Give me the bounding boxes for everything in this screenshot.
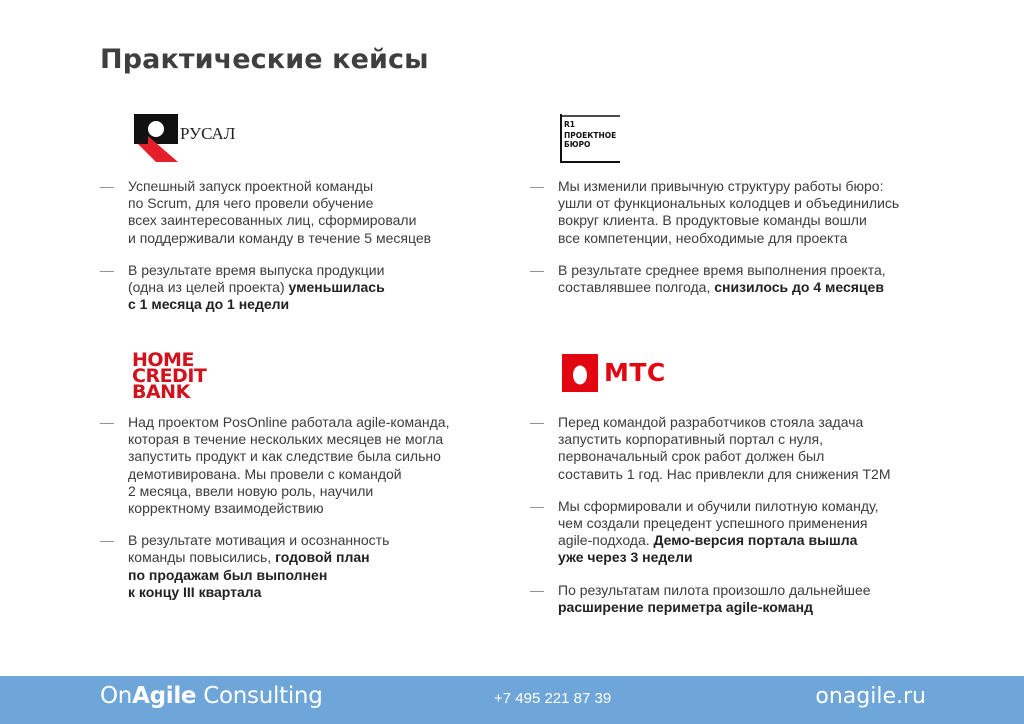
bullet-dash: — bbox=[100, 532, 114, 549]
mts-logo bbox=[562, 354, 682, 396]
bullet-dash: — bbox=[530, 581, 544, 598]
footer-phone: +7 495 221 87 39 bbox=[494, 690, 612, 707]
bullet-dash: — bbox=[530, 497, 544, 514]
bullet-text: В результате среднее время выполнения проекта, составлявшее полгода, bbox=[558, 261, 886, 296]
footer-website-link[interactable]: onagile.ru bbox=[815, 684, 926, 709]
rusal-logo-mark bbox=[134, 114, 180, 162]
bullet-text: В результате время выпуска продукции (одна из целей проекта) bbox=[128, 261, 385, 296]
list-item bbox=[530, 582, 950, 616]
hcb-logo-line-2: CREDIT bbox=[132, 365, 207, 387]
bullet-dash: — bbox=[100, 414, 114, 430]
page-title: Практические кейсы bbox=[100, 44, 429, 75]
list-item bbox=[100, 414, 490, 517]
bullet-dash: — bbox=[530, 414, 544, 430]
bullet-highlight: уменьшилась с 1 месяца до 1 недели bbox=[128, 279, 385, 313]
hcb-logo-line-1: HOME bbox=[132, 349, 194, 371]
r1-logo-line-3: БЮРО bbox=[564, 140, 591, 149]
hcb-logo-line-3: BANK bbox=[132, 381, 190, 403]
list-item bbox=[100, 262, 490, 314]
r1-logo-line-1: R1 bbox=[564, 120, 575, 129]
case-mts bbox=[530, 414, 950, 631]
bullet-text: Перед командой разработчиков стояла задача запустить корпоративный портал с нуля, первоначальный срок работ должен был составить 1 год. Нас привлекли для снижения T2M bbox=[558, 414, 891, 482]
brand-on: On bbox=[100, 683, 133, 709]
bullet-highlight: годовой план по продажам был выполнен к концу III квартала bbox=[128, 549, 370, 600]
case-rusal bbox=[100, 178, 490, 328]
list-item bbox=[100, 532, 490, 601]
bullet-text: Над проектом PosOnline работала agile-команда, которая в течение нескольких месяцев не могла запустить продукт и как следствие была сильно демотивирована. Мы провели с командой 2 месяца, ввели новую роль, научили корректному взаимодействию bbox=[128, 414, 450, 517]
bullet-highlight: расширение периметра agile-команд bbox=[558, 598, 813, 615]
bullet-highlight: снизилось до 4 месяцев bbox=[714, 279, 884, 296]
bullet-text: В результате мотивация и осознанность команды повысились, bbox=[128, 532, 390, 566]
mts-logo-text: МТС bbox=[604, 358, 666, 387]
bullet-dash: — bbox=[100, 261, 114, 278]
list-item bbox=[530, 414, 950, 483]
bullet-text: По результатам пилота произошло дальнейшее bbox=[558, 581, 871, 598]
bullet-text: Мы сформировали и обучили пилотную команду, чем создали прецедент успешного применения agile-подхода. bbox=[558, 497, 879, 549]
footer-bar bbox=[0, 676, 1024, 724]
bullet-dash: — bbox=[530, 178, 544, 194]
bullet-highlight: Демо-версия портала вышла уже через 3 недели bbox=[558, 532, 858, 566]
case-r1 bbox=[530, 178, 950, 311]
home-credit-bank-logo bbox=[132, 349, 222, 403]
case-home-credit bbox=[100, 414, 490, 616]
brand-consulting: Consulting bbox=[196, 683, 323, 709]
r1-logo-line-2: ПРОЕКТНОЕ bbox=[564, 131, 617, 140]
rusal-logo bbox=[134, 114, 244, 164]
bullet-dash: — bbox=[530, 261, 544, 278]
mts-egg-icon bbox=[562, 354, 598, 392]
bullet-dash: — bbox=[100, 178, 114, 194]
list-item bbox=[530, 498, 950, 567]
list-item bbox=[100, 178, 490, 247]
r1-logo bbox=[560, 114, 630, 164]
brand-agile: Agile bbox=[132, 683, 197, 709]
list-item bbox=[530, 262, 950, 296]
brand-name bbox=[100, 683, 323, 709]
bullet-text: Мы изменили привычную структуру работы бюро: ушли от функциональных колодцев и объединились вокруг клиента. В продуктовые команды вошли все компетенции, необходимые для проекта bbox=[558, 178, 900, 246]
bullet-text: Успешный запуск проектной команды по Scrum, для чего провели обучение всех заинтересованных лиц, сформировали и поддерживали команду в течение 5 месяцев bbox=[128, 178, 432, 246]
rusal-logo-text: РУСАЛ bbox=[180, 124, 236, 143]
list-item bbox=[530, 178, 950, 247]
